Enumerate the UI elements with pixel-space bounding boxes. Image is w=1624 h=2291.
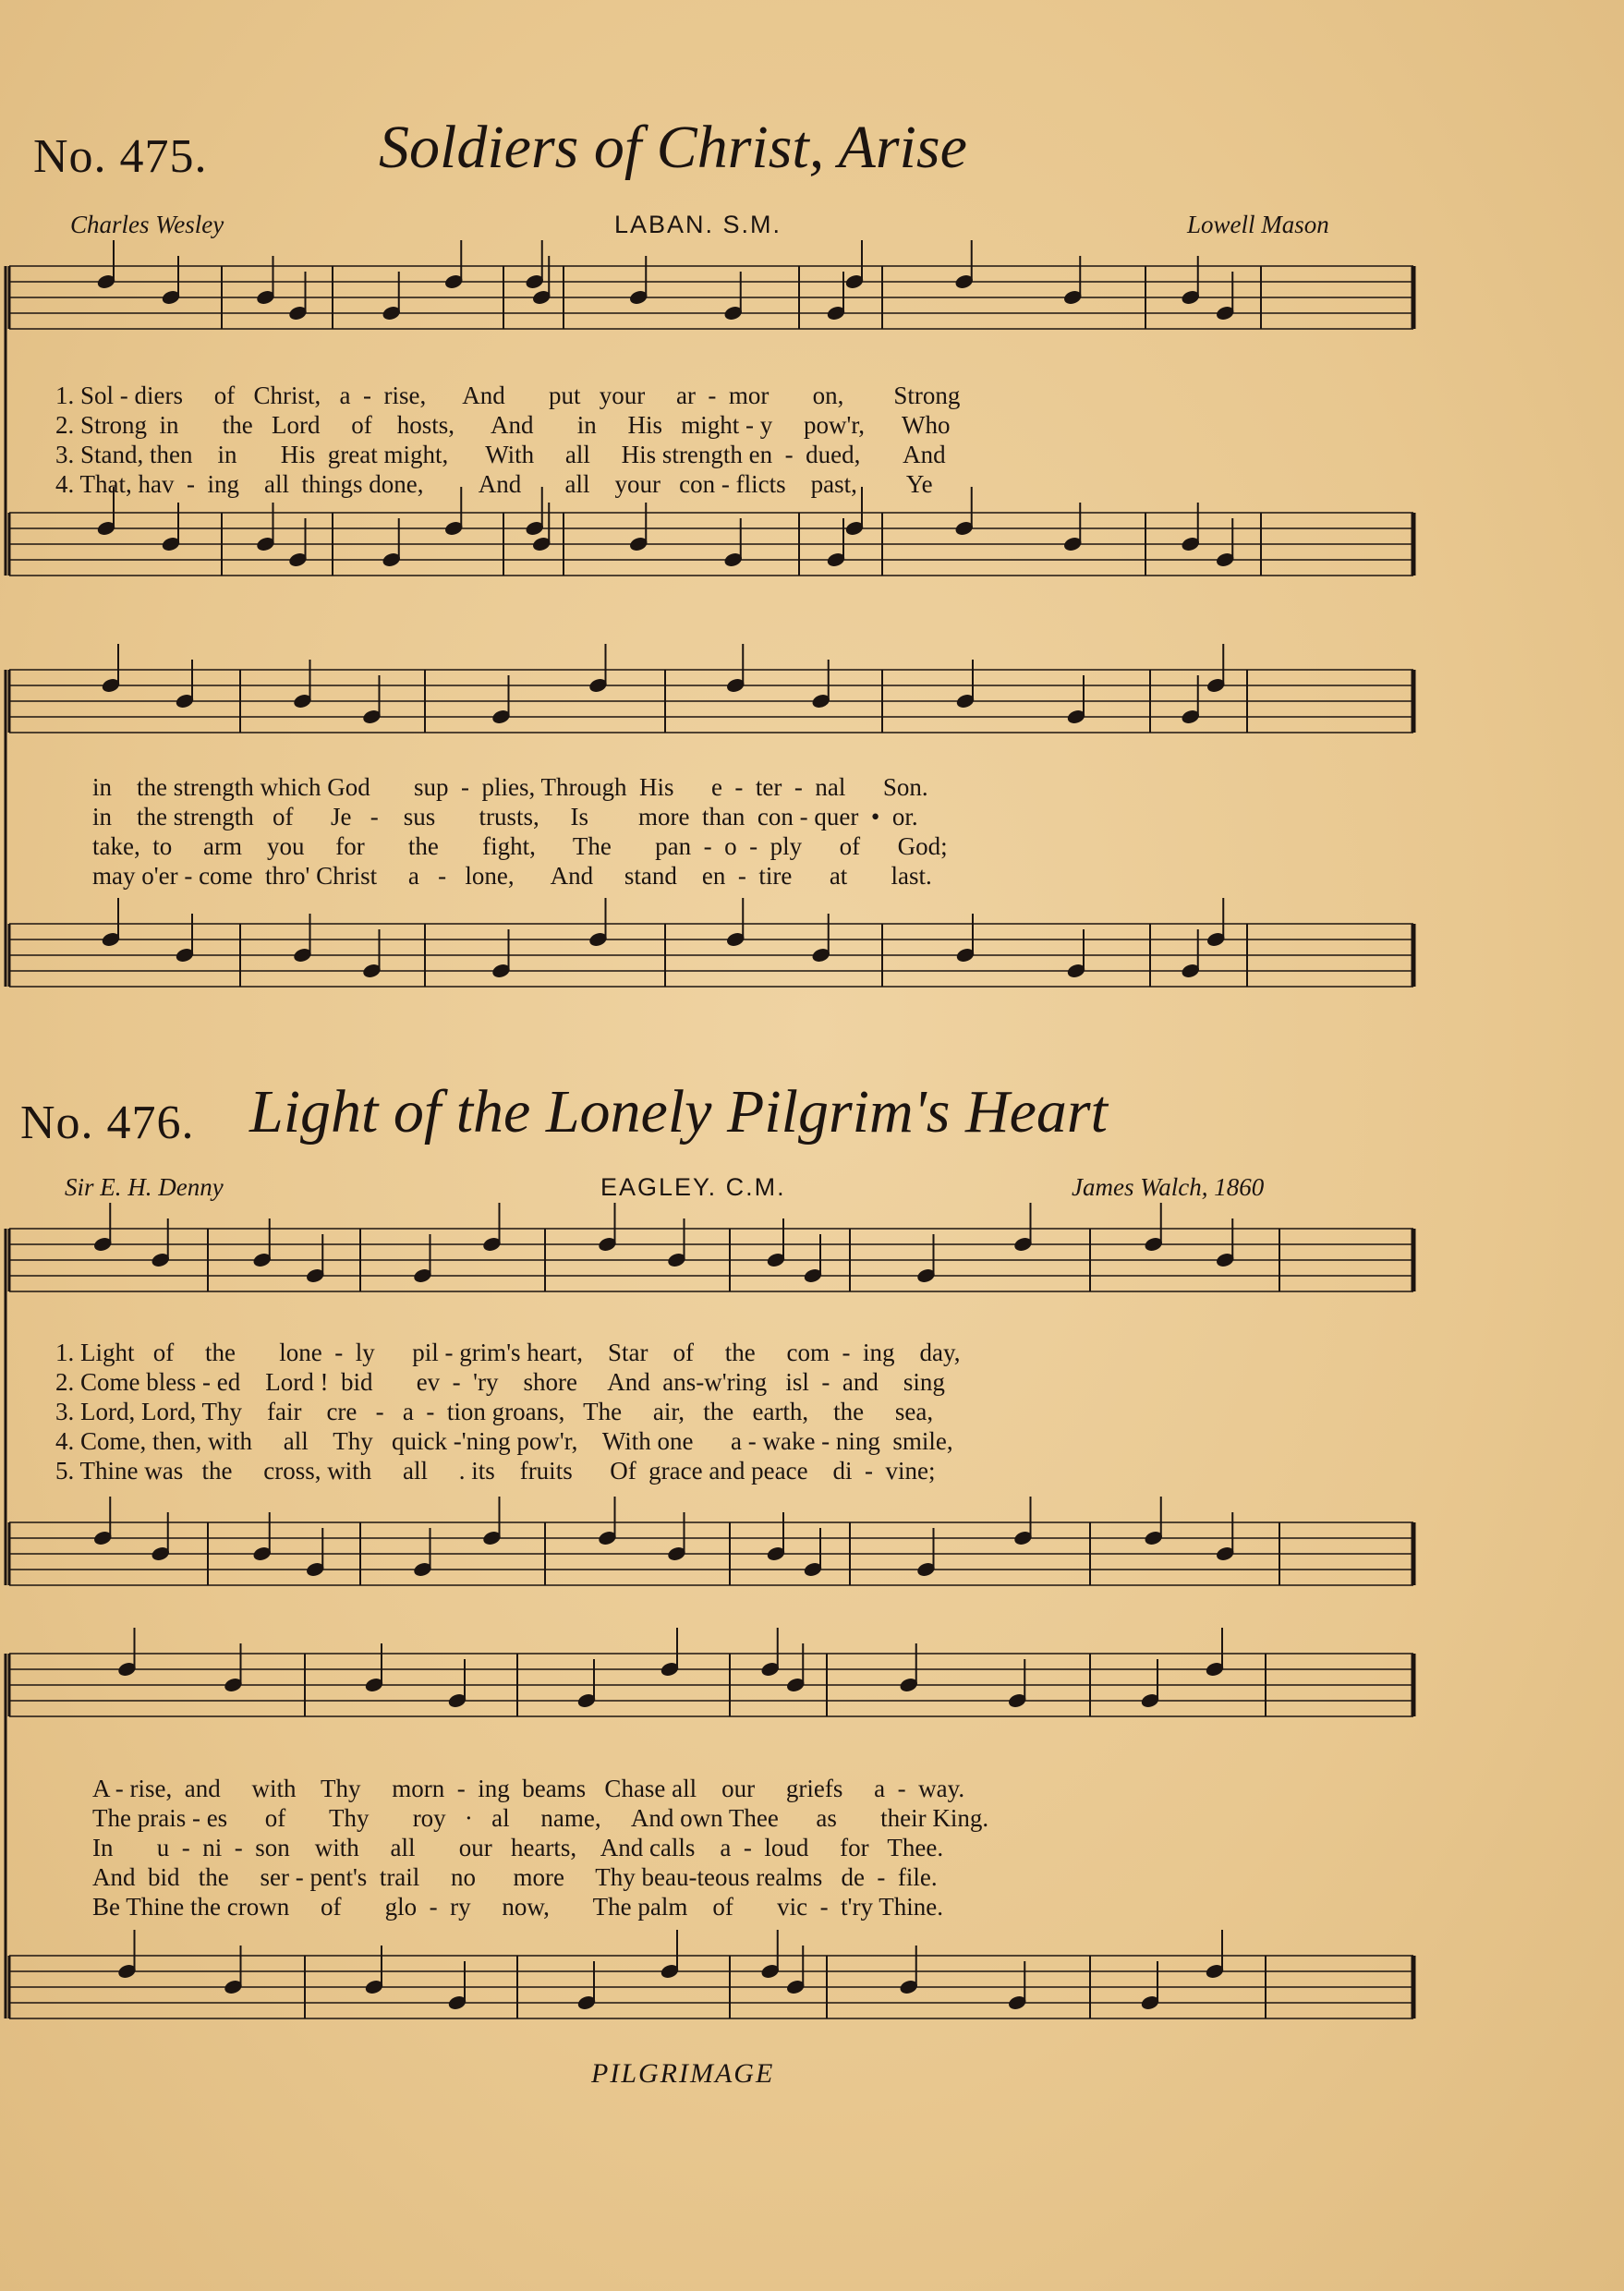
lyric-line: in the strength which God sup - plies, Through His e - ter - nal Son. (92, 773, 928, 801)
lyric-line: 1. Light of the lone - ly pil - grim's heart, Star of the com - ing day, (55, 1339, 961, 1366)
lyric-line: 4. Come, then, with all Thy quick -'ning pow'r, With one a - wake - ning smile, (55, 1427, 953, 1455)
hymn-number: No. 475. (33, 130, 208, 183)
lyric-line: in the strength of Je - sus trusts, Is more than con - quer • or. (92, 803, 918, 830)
hymn-title: Soldiers of Christ, Arise (379, 114, 967, 181)
lyrics-block (92, 772, 948, 891)
music-composer: James Walch, 1860 (1072, 1173, 1265, 1201)
lyric-line: 4. That, hav - ing all things done, And all your con - flicts past, Ye (55, 470, 933, 498)
lyric-line: The prais - es of Thy roy · al name, And own Thee as their King. (92, 1804, 989, 1832)
lyric-line: 3. Stand, then in His great might, With all His strength en - dued, And (55, 441, 946, 468)
lyrics-block (92, 1774, 988, 1921)
words-author: Sir E. H. Denny (65, 1173, 224, 1201)
hymn-number: No. 476. (20, 1097, 195, 1149)
tune-name: LABAN. S.M. (614, 211, 782, 238)
lyric-line: And bid the ser - pent's trail no more Thy beau-teous realms de - file. (92, 1863, 938, 1891)
lyric-line: may o'er - come thro' Christ a - lone, And stand en - tire at last. (92, 862, 932, 890)
lyric-line: 3. Lord, Lord, Thy fair cre - a - tion groans, The air, the earth, the sea, (55, 1398, 934, 1425)
words-author: Charles Wesley (70, 211, 224, 238)
lyric-line: 5. Thine was the cross, with all . its fruits Of grace and peace di - vine; (55, 1457, 936, 1485)
lyric-line: Be Thine the crown of glo - ry now, The palm of vic - t'ry Thine. (92, 1893, 943, 1921)
music-composer: Lowell Mason (1187, 211, 1329, 238)
lyric-line: 2. Strong in the Lord of hosts, And in His might - y pow'r, Who (55, 411, 951, 439)
lyrics-block (55, 1338, 960, 1485)
lyric-line: In u - ni - son with all our hearts, And calls a - loud for Thee. (92, 1834, 944, 1861)
category-footer: PILGRIMAGE (591, 2058, 775, 2089)
hymn-title: Light of the Lonely Pilgrim's Heart (249, 1078, 1108, 1146)
lyric-line: take, to arm you for the fight, The pan - o - ply of God; (92, 832, 948, 860)
lyric-line: 1. Sol - diers of Christ, a - rise, And put your ar - mor on, Strong (55, 382, 961, 409)
lyric-line: A - rise, and with Thy morn - ing beams Chase all our griefs a - way. (92, 1775, 965, 1802)
lyrics-block (55, 381, 960, 499)
tune-name: EAGLEY. C.M. (600, 1173, 786, 1201)
lyric-line: 2. Come bless - ed Lord ! bid ev - 'ry shore And ans-w'ring isl - and sing (55, 1368, 945, 1396)
